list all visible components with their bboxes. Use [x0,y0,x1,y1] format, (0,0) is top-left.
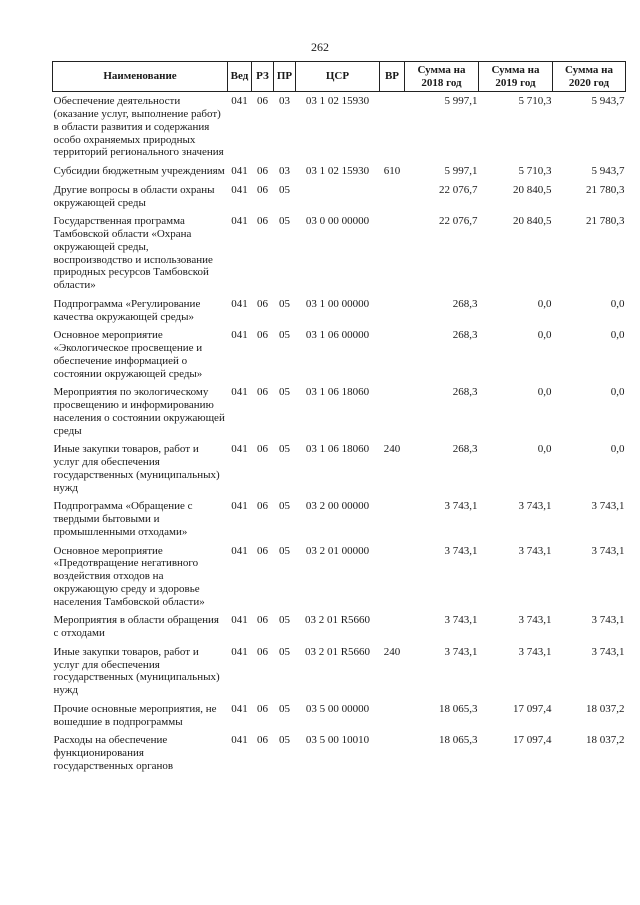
cell-ved: 041 [231,443,248,456]
cell-pr: 05 [279,215,290,228]
table-body [53,92,626,776]
cell-ved: 041 [231,297,248,310]
cell-pr: 05 [279,297,290,310]
cell-ved: 041 [231,702,248,715]
cell-rz: 06 [257,215,268,228]
cell-ved: 041 [231,734,248,747]
cell-rz: 06 [257,702,268,715]
cell-name: Мероприятия в области обращения с отходами [53,614,219,640]
header-sum-2019: Сумма на 2019 год [479,62,553,92]
table-row [53,181,626,213]
cell-sum-2020: 3 743,1 [591,500,625,513]
table-row [53,611,626,643]
cell-pr: 05 [279,500,290,513]
cell-csr: 03 2 01 R5660 [304,614,371,627]
cell-pr: 05 [279,443,290,456]
cell-csr: 03 2 00 00000 [305,500,370,513]
cell-csr [296,181,380,213]
table-row [53,295,626,327]
cell-sum-2018: 268,3 [452,386,478,399]
cell-sum-2018: 268,3 [452,297,478,310]
cell-rz: 06 [257,297,268,310]
cell-sum-2018: 268,3 [452,443,478,456]
cell-sum-2019: 3 743,1 [518,500,552,513]
cell-csr: 03 1 00 00000 [305,297,370,310]
cell-sum-2020: 18 037,2 [586,734,625,747]
cell-rz: 06 [257,329,268,342]
cell-pr: 05 [279,386,290,399]
cell-pr: 05 [279,183,290,196]
cell-sum-2018: 3 743,1 [444,614,478,627]
cell-vr [380,731,405,775]
header-sum-2020: Сумма на 2020 год [553,62,626,92]
cell-name: Прочие основные мероприятия, не вошедшие в подпрограммы [53,702,217,728]
cell-sum-2020: 3 743,1 [591,645,625,658]
cell-ved: 041 [231,329,248,342]
cell-rz: 06 [257,95,268,108]
cell-vr: 240 [383,443,401,456]
header-sum-2018: Сумма на 2018 год [405,62,479,92]
cell-sum-2018: 22 076,7 [439,215,478,228]
cell-sum-2018: 22 076,7 [439,183,478,196]
cell-rz: 06 [257,500,268,513]
table-row [53,162,626,181]
cell-vr [380,383,405,440]
cell-sum-2020: 21 780,3 [586,215,625,228]
cell-name: Другие вопросы в области охраны окружающей среды [53,183,215,209]
cell-sum-2020: 18 037,2 [586,702,625,715]
cell-ved: 041 [231,544,248,557]
cell-ved: 041 [231,645,248,658]
budget-table [52,61,626,776]
header-csr: ЦСР [296,62,380,92]
cell-ved: 041 [231,614,248,627]
cell-vr [380,497,405,541]
cell-sum-2019: 0,0 [537,386,552,399]
cell-csr: 03 1 06 18060 [305,443,370,456]
cell-sum-2019: 3 743,1 [518,645,552,658]
cell-sum-2018: 3 743,1 [444,544,478,557]
cell-pr: 03 [279,165,290,178]
cell-sum-2019: 3 743,1 [518,544,552,557]
cell-sum-2018: 5 997,1 [444,165,478,178]
cell-rz: 06 [257,386,268,399]
cell-sum-2019: 5 710,3 [518,95,552,108]
cell-rz: 06 [257,544,268,557]
cell-vr [380,611,405,643]
cell-pr: 05 [279,734,290,747]
cell-csr: 03 5 00 00000 [305,702,370,715]
cell-pr: 05 [279,544,290,557]
cell-ved: 041 [231,215,248,228]
cell-sum-2020: 3 743,1 [591,544,625,557]
cell-sum-2018: 18 065,3 [439,734,478,747]
cell-csr: 03 2 01 R5660 [304,645,371,658]
cell-ved: 041 [231,183,248,196]
table-row [53,383,626,440]
header-pr: ПР [274,62,296,92]
cell-sum-2019: 17 097,4 [513,734,552,747]
header-rz: РЗ [252,62,274,92]
cell-rz: 06 [257,734,268,747]
cell-sum-2018: 5 997,1 [444,95,478,108]
cell-rz: 06 [257,183,268,196]
cell-vr [380,92,405,162]
header-name: Наименование [53,62,228,92]
cell-sum-2019: 0,0 [537,297,552,310]
cell-rz: 06 [257,645,268,658]
cell-ved: 041 [231,500,248,513]
cell-csr: 03 0 00 00000 [305,215,370,228]
cell-sum-2019: 0,0 [537,329,552,342]
table-row [53,731,626,775]
cell-csr: 03 5 00 10010 [305,734,370,747]
cell-sum-2019: 0,0 [537,443,552,456]
cell-name: Основное мероприятие «Экологическое просвещение и обеспечение информацией о состоянии окружающей среды» [53,329,203,380]
cell-name: Основное мероприятие «Предотвращение негативного воздействия отходов на окружающую среду и здоровье населения Тамбовской области» [53,544,205,608]
header-ved: Вед [228,62,252,92]
cell-name: Обеспечение деятельности (оказание услуг, выполнение работ) в области развития и содержания особо охраняемых природных территорий регионального значения [53,95,224,159]
cell-csr: 03 1 06 18060 [305,386,370,399]
cell-name: Подпрограмма «Обращение с твердыми бытовыми и промышленными отходами» [53,500,193,538]
cell-vr [380,326,405,383]
cell-csr: 03 1 02 15930 [305,95,370,108]
table-row [53,212,626,295]
cell-pr: 05 [279,702,290,715]
cell-vr [380,700,405,732]
cell-sum-2018: 3 743,1 [444,645,478,658]
cell-name: Субсидии бюджетным учреждениям [53,165,225,178]
cell-csr: 03 2 01 00000 [305,544,370,557]
page-number: 262 [311,40,329,54]
cell-vr [380,542,405,612]
cell-pr: 03 [279,95,290,108]
table-row [53,440,626,497]
cell-pr: 05 [279,329,290,342]
cell-sum-2020: 0,0 [610,329,625,342]
cell-sum-2019: 3 743,1 [518,614,552,627]
cell-rz: 06 [257,614,268,627]
cell-vr [380,212,405,295]
cell-sum-2020: 0,0 [610,297,625,310]
table-row [53,497,626,541]
cell-name: Государственная программа Тамбовской области «Охрана окружающей среды, воспроизводство и использование природных ресурсов Тамбовской области» [53,215,213,292]
cell-pr: 05 [279,645,290,658]
cell-vr [380,295,405,327]
header-vr: ВР [380,62,405,92]
cell-sum-2019: 20 840,5 [513,215,552,228]
cell-pr: 05 [279,614,290,627]
cell-vr: 240 [383,645,401,658]
cell-sum-2018: 268,3 [452,329,478,342]
cell-ved: 041 [231,95,248,108]
cell-vr: 610 [383,165,401,178]
table-row [53,542,626,612]
cell-sum-2020: 0,0 [610,443,625,456]
cell-sum-2018: 3 743,1 [444,500,478,513]
cell-name: Иные закупки товаров, работ и услуг для обеспечения государственных (муниципальных) нужд [53,645,220,697]
cell-sum-2019: 20 840,5 [513,183,552,196]
table-row [53,700,626,732]
cell-sum-2020: 5 943,7 [591,95,625,108]
cell-csr: 03 1 06 00000 [305,329,370,342]
cell-name: Мероприятия по экологическому просвещению и информированию населения о состоянии окружающей среды [53,386,225,437]
table-header-row [53,62,626,92]
cell-name: Подпрограмма «Регулирование качества окружающей среды» [53,297,201,323]
cell-sum-2020: 21 780,3 [586,183,625,196]
cell-ved: 041 [231,165,248,178]
cell-sum-2020: 0,0 [610,386,625,399]
cell-sum-2020: 3 743,1 [591,614,625,627]
cell-vr [380,181,405,213]
cell-name: Иные закупки товаров, работ и услуг для обеспечения государственных (муниципальных) нужд [53,443,220,494]
table-row [53,326,626,383]
cell-csr: 03 1 02 15930 [305,165,370,178]
cell-sum-2018: 18 065,3 [439,702,478,715]
table-row [53,643,626,700]
cell-sum-2020: 5 943,7 [591,165,625,178]
cell-rz: 06 [257,165,268,178]
cell-ved: 041 [231,386,248,399]
cell-name: Расходы на обеспечение функционирования государственных органов [53,734,174,772]
cell-sum-2019: 17 097,4 [513,702,552,715]
table-row [53,92,626,162]
cell-sum-2019: 5 710,3 [518,165,552,178]
cell-rz: 06 [257,443,268,456]
